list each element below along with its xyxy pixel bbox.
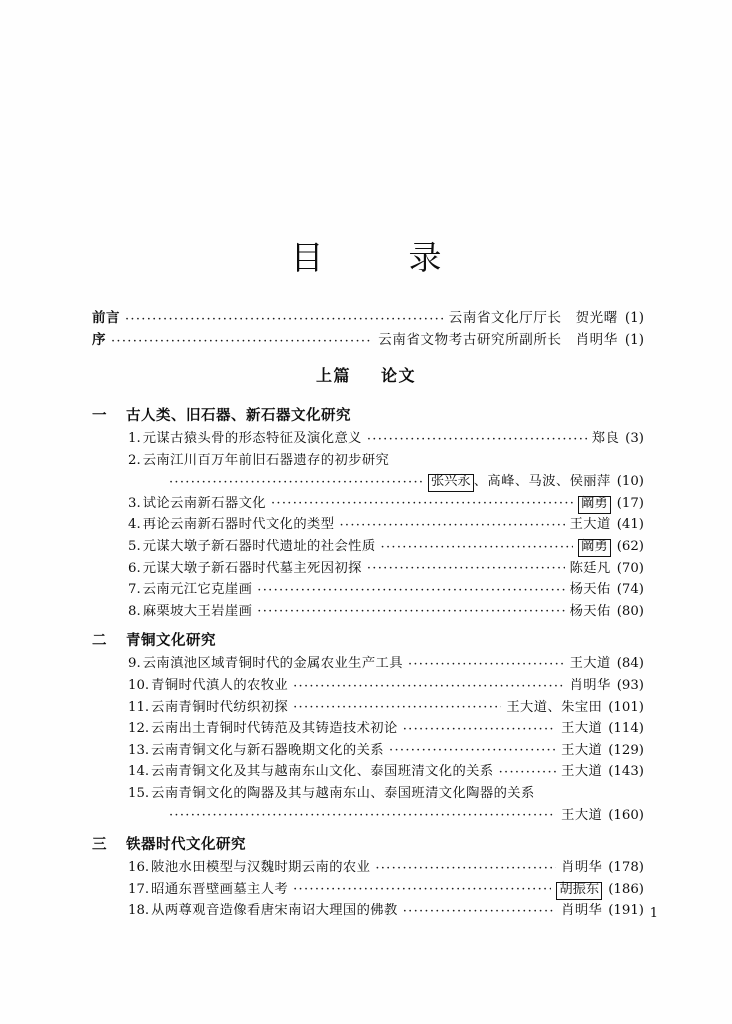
- toc-entry-number: 12.: [128, 721, 150, 737]
- toc-entry-title: 云南出土青铜时代铸范及其铸造技术初论: [151, 721, 398, 737]
- toc-entry-page-number: (178): [608, 860, 644, 876]
- toc-entry-page-number: (80): [616, 603, 644, 619]
- toc-entry-page-number: (41): [616, 517, 644, 533]
- toc-entry-title: 云南青铜时代纺织初探: [151, 699, 289, 715]
- toc-entry-page-number: (143): [608, 764, 644, 780]
- toc-entry-page-number: (62): [616, 538, 644, 554]
- toc-entry-authors: 王大道: [561, 742, 603, 758]
- toc-entry[interactable]: [92, 675, 644, 697]
- toc-entry[interactable]: [92, 558, 644, 580]
- toc-entry-number: 15.: [128, 785, 150, 801]
- toc-entry-boxed-author: 阚勇: [578, 539, 611, 557]
- toc-entry-number: 3.: [128, 495, 141, 511]
- toc-entry-page-number: (114): [608, 721, 644, 737]
- toc-entry-authors: 郑良: [591, 431, 620, 446]
- toc-entry-number: 17.: [128, 881, 150, 897]
- toc-section-heading: [92, 833, 644, 854]
- toc-entry-page-number: (3): [625, 431, 644, 446]
- dot-leader: [257, 601, 564, 614]
- toc-section-number: 一: [92, 407, 107, 424]
- toc-entry-page-number: (70): [616, 560, 644, 576]
- toc-entry-title: 云南江川百万年前旧石器遗存的初步研究: [142, 452, 390, 468]
- toc-entry[interactable]: [92, 857, 644, 879]
- toc-entry[interactable]: [92, 718, 644, 740]
- page-title: 目 录: [290, 238, 468, 277]
- toc-entry[interactable]: [92, 493, 644, 515]
- dot-leader: [375, 858, 556, 871]
- toc-entry-authors: 王大道、朱宝田: [506, 699, 603, 715]
- frontmatter-author: 贺光曙: [575, 310, 618, 326]
- toc-entry-authors: 王大道: [569, 517, 611, 533]
- toc-entry-page-number: (186): [608, 881, 644, 897]
- dot-leader: [293, 697, 501, 710]
- toc-entry-page-number: (191): [608, 903, 644, 919]
- toc-entry-title: 再论云南新石器时代文化的类型: [142, 517, 335, 533]
- toc-section-heading: [92, 629, 644, 650]
- toc-entry[interactable]: [92, 761, 644, 783]
- toc-body: [92, 404, 644, 922]
- dot-leader: [367, 558, 565, 571]
- toc-entry-boxed-author: 张兴永: [428, 474, 474, 492]
- frontmatter-list: [92, 307, 644, 351]
- dot-leader: [389, 740, 556, 753]
- dot-leader: [169, 805, 556, 818]
- toc-section-heading: [92, 404, 644, 425]
- toc-entry-page-number: (74): [616, 582, 644, 598]
- toc-entry-page-number: (101): [608, 699, 644, 715]
- dot-leader: [271, 493, 573, 506]
- toc-entry-number: 2.: [128, 452, 141, 468]
- dot-leader: [403, 719, 556, 732]
- toc-entry-continuation[interactable]: [92, 805, 644, 827]
- toc-entry-title: 云南滇池区域青铜时代的金属农业生产工具: [142, 656, 403, 672]
- toc-entry-page-number: (17): [616, 495, 644, 511]
- toc-entry-boxed-author: 阚勇: [578, 496, 611, 514]
- toc-entry[interactable]: [92, 428, 644, 450]
- toc-entry[interactable]: [92, 783, 644, 805]
- frontmatter-label: 序: [92, 332, 106, 348]
- dot-leader: [499, 762, 557, 775]
- toc-entry-page-number: (160): [608, 807, 644, 823]
- toc-section-title: 古人类、旧石器、新石器文化研究: [126, 407, 351, 424]
- toc-entry-title: 元谋大墩子新石器时代墓主死因初探: [142, 560, 362, 576]
- dot-leader: [381, 537, 574, 550]
- frontmatter-role: 云南省文物考古研究所副所长: [378, 332, 562, 348]
- toc-entry-title: 青铜时代滇人的农牧业: [151, 677, 289, 693]
- toc-entry-title: 试论云南新石器文化: [142, 495, 266, 511]
- dot-leader: [408, 654, 565, 667]
- frontmatter-page-number: (1): [624, 332, 644, 348]
- toc-entry-page-number: (10): [616, 474, 644, 490]
- dot-leader: [339, 515, 564, 528]
- toc-entry-authors: 杨天佑: [569, 582, 611, 598]
- toc-section-number: 二: [92, 632, 107, 650]
- frontmatter-page-number: (1): [624, 310, 644, 326]
- toc-entry-title: 昭通东晋壁画墓主人考: [151, 881, 289, 897]
- toc-entry-number: 5.: [128, 538, 141, 554]
- part-subtitle: 论文: [381, 366, 417, 385]
- toc-entry-number: 13.: [128, 742, 150, 758]
- toc-entry-authors: 王大道: [561, 721, 603, 737]
- toc-entry-title: 陂池水田模型与汉魏时期云南的农业: [151, 860, 371, 876]
- part-heading: [0, 363, 732, 386]
- toc-section-number: 三: [92, 836, 107, 854]
- toc-entry[interactable]: [92, 653, 644, 675]
- toc-entry[interactable]: [92, 579, 644, 601]
- toc-entry-number: 4.: [128, 517, 141, 533]
- toc-entry-number: 14.: [128, 764, 150, 780]
- toc-entry-authors: 王大道: [569, 656, 611, 672]
- toc-entry-number: 1.: [128, 431, 141, 446]
- toc-entry[interactable]: [92, 514, 644, 536]
- toc-entry-number: 7.: [128, 582, 141, 598]
- frontmatter-row: [92, 307, 644, 329]
- dot-leader: [367, 429, 587, 442]
- frontmatter-author: 肖明华: [575, 332, 618, 348]
- toc-entry-page-number: (84): [616, 656, 644, 672]
- toc-entry-continuation[interactable]: [92, 471, 644, 493]
- frontmatter-role: 云南省文化厅厅长: [448, 310, 562, 326]
- folio-page-number: 1: [649, 906, 658, 921]
- dot-leader: [293, 676, 564, 689]
- toc-entry-authors: 王大道: [561, 807, 603, 823]
- toc-entry-number: 16.: [128, 860, 150, 876]
- dot-leader: [169, 472, 423, 485]
- toc-entry-number: 8.: [128, 603, 141, 619]
- toc-entry-page-number: (93): [616, 677, 644, 693]
- dot-leader: [257, 580, 564, 593]
- frontmatter-row: [92, 329, 644, 351]
- toc-entry-title: 云南元江它克崖画: [142, 582, 253, 598]
- toc-entry-title: 从两尊观音造像看唐宋南诏大理国的佛教: [151, 903, 398, 919]
- dot-leader: [293, 879, 551, 892]
- toc-entry-title: 云南青铜文化的陶器及其与越南东山、泰国班清文化陶器的关系: [151, 785, 535, 801]
- toc-entry-title: 元谋古猿头骨的形态特征及演化意义: [142, 431, 362, 446]
- toc-entry-number: 11.: [128, 699, 150, 715]
- toc-entry[interactable]: [92, 536, 644, 558]
- toc-entry[interactable]: [92, 740, 644, 762]
- toc-entry-boxed-author: 胡振东: [556, 882, 602, 900]
- toc-entry[interactable]: [92, 450, 644, 472]
- toc-entry-authors: 杨天佑: [569, 603, 611, 619]
- toc-section-title: 青铜文化研究: [126, 632, 216, 650]
- toc-entry-number: 10.: [128, 677, 150, 693]
- toc-entry[interactable]: [92, 601, 644, 623]
- part-name: 上篇: [315, 366, 351, 385]
- frontmatter-label: 前言: [92, 310, 120, 326]
- toc-entry[interactable]: [92, 697, 644, 719]
- toc-entry-title: 元谋大墩子新石器时代遗址的社会性质: [142, 538, 376, 554]
- toc-entry-authors: 肖明华: [569, 677, 611, 693]
- dot-leader: [111, 331, 373, 345]
- dot-leader: [125, 309, 444, 323]
- toc-entry[interactable]: [92, 879, 644, 901]
- toc-entry-number: 6.: [128, 560, 141, 576]
- toc-entry-authors: 王大道: [561, 764, 603, 780]
- toc-entry-number: 9.: [128, 656, 141, 672]
- toc-entry-title: 麻栗坡大王岩崖画: [142, 603, 253, 619]
- toc-entry-title: 云南青铜文化及其与越南东山文化、泰国班清文化的关系: [151, 764, 494, 780]
- toc-entry-number: 18.: [128, 903, 150, 919]
- toc-entry-authors: 肖明华: [561, 903, 603, 919]
- toc-entry-authors: 陈廷凡: [569, 560, 611, 576]
- toc-entry-title: 云南青铜文化与新石器晚期文化的关系: [151, 742, 385, 758]
- toc-entry-authors: 肖明华: [561, 860, 603, 876]
- toc-entry-page-number: (129): [608, 742, 644, 758]
- toc-entry-authors: 、高峰、马波、侯丽萍: [473, 474, 611, 490]
- toc-section-title: 铁器时代文化研究: [126, 836, 246, 854]
